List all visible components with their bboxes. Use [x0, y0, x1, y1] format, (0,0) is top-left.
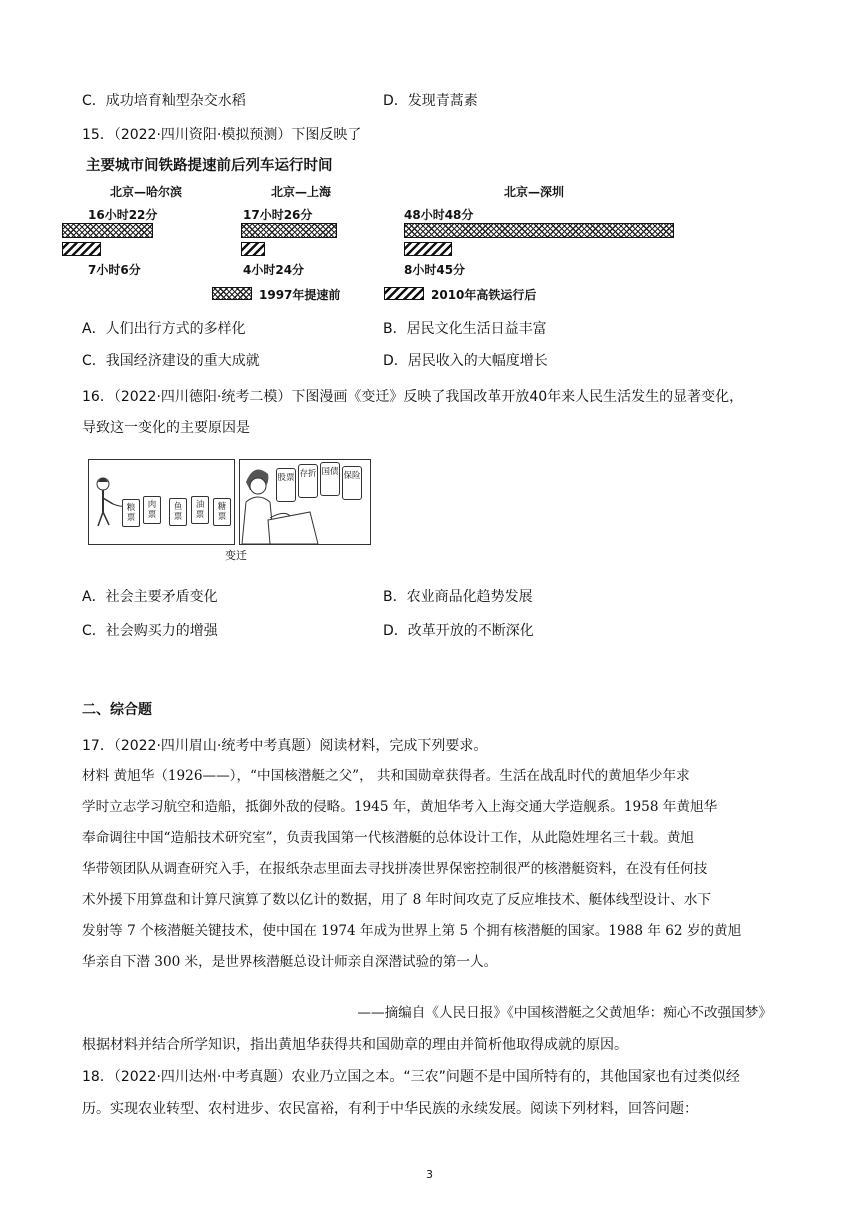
chart-bar-after-0: [62, 242, 101, 256]
q18-line2: 历。实现农业转型、农村进步、农民富裕，有利于中华民族的永续发展。阅读下列材料，回答问题：: [82, 1101, 698, 1117]
material-line-4: 术外援下用算盘和计算尺演算了数以亿计的数据，用了 8 年时间攻克了反应堆技术、艇体线型设计、水下: [82, 892, 712, 908]
material-line-0: 材料 黄旭华（1926——），“中国核潜艇之父”， 共和国勋章获得者。生活在战乱时代的黄旭华少年求: [82, 768, 690, 784]
ticket-7: 国债: [320, 462, 340, 496]
q15-option-c: C．我国经济建设的重大成就: [82, 353, 260, 369]
section-heading: 二、综合题: [82, 702, 152, 718]
chart-label-after-0: 7小时6分: [88, 263, 141, 277]
ticket-8: 保险: [342, 466, 362, 500]
chart-category-0: 北京—哈尔滨: [110, 185, 183, 199]
ticket-3: 油票: [191, 496, 209, 524]
q16-option-d: D．改革开放的不断深化: [383, 623, 534, 639]
chart-bar-after-2: [404, 242, 452, 256]
q16-cartoon: [88, 459, 370, 567]
chart-bar-before-2: [404, 223, 674, 238]
q16-option-b: B．农业商品化趋势发展: [383, 589, 533, 605]
ticket-1: 肉票: [143, 496, 161, 524]
chart-label-after-1: 4小时24分: [243, 263, 305, 277]
material-line-5: 发射等 7 个核潜艇关键技术，使中国在 1974 年成为世界上第 5 个拥有核潜艇的国家。1988 年 62 岁的黄旭: [82, 923, 742, 939]
ticket-2: 鱼票: [169, 498, 187, 526]
q16-option-c: C．社会购买力的增强: [82, 623, 218, 639]
legend-label-after: 2010年高铁运行后: [431, 288, 537, 302]
chart-bar-before-1: [241, 223, 337, 238]
q17-question: 根据材料并结合所学知识，指出黄旭华获得共和国勋章的理由并简析他取得成就的原因。: [82, 1037, 628, 1053]
chart-label-after-2: 8小时45分: [404, 263, 466, 277]
chart-label-before-0: 16小时22分: [88, 208, 158, 222]
material-line-3: 华带领团队从调查研究入手，在报纸杂志里面去寻找拼凑世界保密控制很严的核潜艇资料，在没有任何技: [82, 861, 708, 877]
chart-label-before-2: 48小时48分: [404, 208, 474, 222]
q15-option-a: A．人们出行方式的多样化: [82, 321, 246, 337]
cartoon-panel-left: [88, 459, 235, 545]
q17-stem: 17．（2022·四川眉山·统考中考真题）阅读材料，完成下列要求。: [82, 738, 488, 754]
page-number: 3: [426, 1168, 433, 1181]
q14-option-c: C．成功培育籼型杂交水稻: [82, 93, 246, 109]
q18-line1: 18．（2022·四川达州·中考真题）农业乃立国之本。“三农”问题不是中国所特有的，其他国家也有过类似经: [82, 1069, 740, 1085]
chart-category-1: 北京—上海: [271, 185, 332, 199]
q16-stem-line1: 16．（2022·四川德阳·统考二模）下图漫画《变迁》反映了我国改革开放40年来人民生活发生的显著变化，: [82, 389, 744, 405]
chart-label-before-1: 17小时26分: [243, 208, 313, 222]
ticket-4: 糖票: [213, 498, 231, 526]
material-line-6: 华亲自下潜 300 米，是世界核潜艇总设计师亲自深潜试验的第一人。: [82, 954, 498, 970]
q15-option-d: D．居民收入的大幅度增长: [383, 353, 548, 369]
q17-material: [82, 761, 772, 978]
ticket-5: 股票: [276, 468, 296, 502]
q16-stem-line2: 导致这一变化的主要原因是: [82, 420, 250, 436]
chart-bar-before-0: [62, 223, 153, 238]
chart-title: 主要城市间铁路提速前后列车运行时间: [86, 158, 333, 174]
legend-swatch-after: [384, 287, 424, 300]
material-line-1: 学时立志学习航空和造船，抵御外敌的侵略。1945 年，黄旭华考入上海交通大学造舰系。1958 年黄旭华: [82, 799, 718, 815]
ticket-6: 存折: [298, 464, 318, 498]
chart-bar-after-1: [241, 242, 265, 256]
q16-option-a: A．社会主要矛盾变化: [82, 589, 218, 605]
legend-label-before: 1997年提速前: [259, 288, 341, 302]
ticket-0: 粮票: [122, 499, 140, 527]
chart-category-2: 北京—深圳: [504, 185, 565, 199]
q17-source: ——摘编自《人民日报》《中国核潜艇之父黄旭华：痴心不改强国梦》: [357, 1005, 772, 1021]
material-line-2: 奉命调往中国“造船技术研究室”，负责我国第一代核潜艇的总体设计工作，从此隐姓埋名三十载。黄旭: [82, 830, 695, 846]
cartoon-caption: 变迁: [225, 549, 247, 562]
q15-stem: 15．（2022·四川资阳·模拟预测）下图反映了: [82, 127, 362, 143]
q15-option-b: B．居民文化生活日益丰富: [383, 321, 547, 337]
legend-swatch-before: [212, 287, 252, 300]
cartoon-panel-right: [239, 459, 371, 545]
q14-option-d: D．发现青蒿素: [383, 93, 478, 109]
q15-chart: [86, 150, 686, 310]
